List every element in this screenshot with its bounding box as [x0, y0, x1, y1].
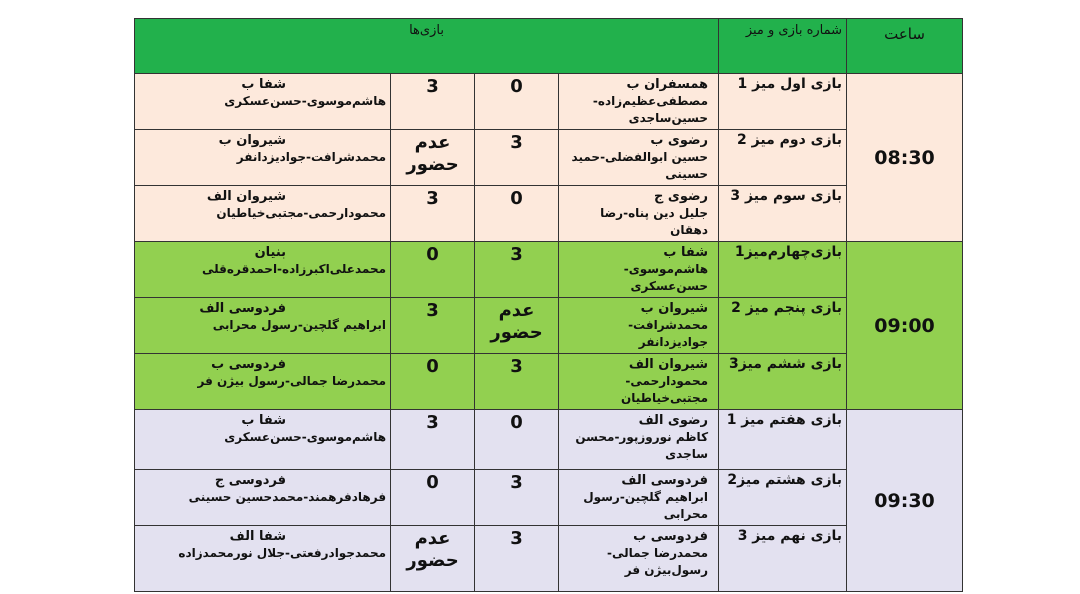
time-slot: 09:30 — [847, 410, 963, 592]
team-two-players: هاشم‌موسوی-حسن‌عسکری — [224, 94, 387, 108]
table-number: بازی پنجم میز 2 — [719, 298, 847, 354]
team-two-name: فردوسی الف — [199, 301, 287, 316]
match-row — [135, 526, 963, 592]
table-number: بازی سوم میز 3 — [719, 186, 847, 242]
table-number: بازی اول میز 1 — [719, 74, 847, 130]
team-two-name: شفا الف — [229, 529, 287, 544]
team-one-players: محمدرضا جمالی-رسول‌بیژن فر — [606, 546, 709, 577]
team-two-score: 0 — [391, 354, 475, 410]
team-one-players: جلیل دین پناه-رضا دهقان — [600, 206, 709, 237]
team-two-name: شفا ب — [241, 413, 287, 428]
team-one-players: محمودارحمی-مجتبی‌خیاطیان — [621, 374, 709, 405]
team-one-name: شفا ب — [663, 245, 709, 260]
team-two-score: 0 — [391, 242, 475, 298]
team-two-name: شیروان ب — [218, 133, 287, 148]
team-one — [559, 354, 719, 410]
team-one-name: رضوی ب — [650, 133, 709, 148]
match-row — [135, 74, 963, 130]
team-two-players: محمودارحمی-مجتبی‌خیاطیان — [216, 206, 387, 220]
match-schedule-table — [134, 18, 963, 592]
match-row — [135, 298, 963, 354]
team-two — [135, 410, 391, 470]
team-one-players: حسین ابوالفضلی-حمید حسینی — [571, 150, 709, 181]
team-one-name: فردوسی الف — [621, 473, 709, 488]
table-number: بازی‌چهارم‌میز1 — [719, 242, 847, 298]
team-one-score: 0 — [475, 410, 559, 470]
team-two-name: فردوسی ب — [211, 357, 287, 372]
table-number: بازی نهم میز 3 — [719, 526, 847, 592]
team-one-players: کاظم نوروزپور-محسن ساجدی — [575, 430, 709, 461]
team-one — [559, 242, 719, 298]
team-two — [135, 74, 391, 130]
team-two-players: محمدعلی‌اکبرزاده-احمدقره‌قلی — [202, 262, 387, 276]
team-two — [135, 354, 391, 410]
team-one-score: 3 — [475, 470, 559, 526]
team-one-name: فردوسی ب — [633, 529, 709, 544]
team-two-name: شفا ب — [241, 77, 287, 92]
team-one-name: رضوی ج — [654, 189, 709, 204]
table-number: بازی ششم میز3 — [719, 354, 847, 410]
team-one-score: 3 — [475, 526, 559, 592]
time-slot: 09:00 — [847, 242, 963, 410]
match-row — [135, 354, 963, 410]
team-one-players: محمدشرافت-جوادیزدانفر — [628, 318, 709, 349]
team-one — [559, 186, 719, 242]
team-two-score: 0 — [391, 470, 475, 526]
header-table-number: شماره بازی و میز — [719, 19, 847, 74]
match-row — [135, 410, 963, 470]
team-one-players: ابراهیم گلچین-رسول محرابی — [583, 490, 709, 521]
team-one-name: رضوی الف — [638, 413, 709, 428]
team-one — [559, 526, 719, 592]
header-time: ساعت — [847, 19, 963, 74]
team-two — [135, 526, 391, 592]
team-one-score: 0 — [475, 186, 559, 242]
header-games: بازی‌ها — [135, 19, 719, 74]
table-number: بازی دوم میز 2 — [719, 130, 847, 186]
team-two-score: عدم حضور — [391, 526, 475, 592]
team-two-players: ابراهیم گلچین-رسول محرابی — [212, 318, 387, 332]
team-two-name: فردوسی ج — [214, 473, 287, 488]
team-two — [135, 470, 391, 526]
team-one-score: 3 — [475, 130, 559, 186]
team-two-players: محمدشرافت-جوادیزدانفر — [236, 150, 387, 164]
team-two — [135, 298, 391, 354]
time-slot: 08:30 — [847, 74, 963, 242]
team-two-score: 3 — [391, 74, 475, 130]
team-two-score: 3 — [391, 410, 475, 470]
team-one-players: مصطفی‌عظیم‌زاده-حسین‌ساجدی — [592, 94, 709, 125]
team-two-name: شیروان الف — [206, 189, 287, 204]
team-one-score: 3 — [475, 354, 559, 410]
team-one — [559, 74, 719, 130]
team-one — [559, 298, 719, 354]
team-one — [559, 470, 719, 526]
team-two-score: عدم حضور — [391, 130, 475, 186]
team-two — [135, 130, 391, 186]
team-one-name: شیروان الف — [628, 357, 709, 372]
team-two — [135, 186, 391, 242]
team-one — [559, 130, 719, 186]
team-one-name: همسفران ب — [626, 77, 709, 92]
header-row — [135, 19, 963, 74]
match-row — [135, 186, 963, 242]
team-one-score: 0 — [475, 74, 559, 130]
team-one-score: عدم حضور — [475, 298, 559, 354]
match-row — [135, 242, 963, 298]
team-one-score: 3 — [475, 242, 559, 298]
team-two-players: محمدجوادرفعتی-جلال نورمحمدزاده — [178, 546, 387, 560]
table-number: بازی هشتم میز2 — [719, 470, 847, 526]
team-two-players: محمدرضا جمالی-رسول بیژن فر — [197, 374, 387, 388]
team-one — [559, 410, 719, 470]
match-row — [135, 130, 963, 186]
team-two-players: فرهادفرهمند-محمدحسین حسینی — [188, 490, 387, 504]
team-one-players: هاشم‌موسوی-حسن‌عسکری — [623, 262, 709, 293]
team-two — [135, 242, 391, 298]
team-two-name: بنیان — [254, 245, 287, 260]
team-two-score: 3 — [391, 298, 475, 354]
table-number: بازی هفتم میز 1 — [719, 410, 847, 470]
team-one-name: شیروان ب — [640, 301, 709, 316]
team-two-players: هاشم‌موسوی-حسن‌عسکری — [224, 430, 387, 444]
team-two-score: 3 — [391, 186, 475, 242]
match-row — [135, 470, 963, 526]
